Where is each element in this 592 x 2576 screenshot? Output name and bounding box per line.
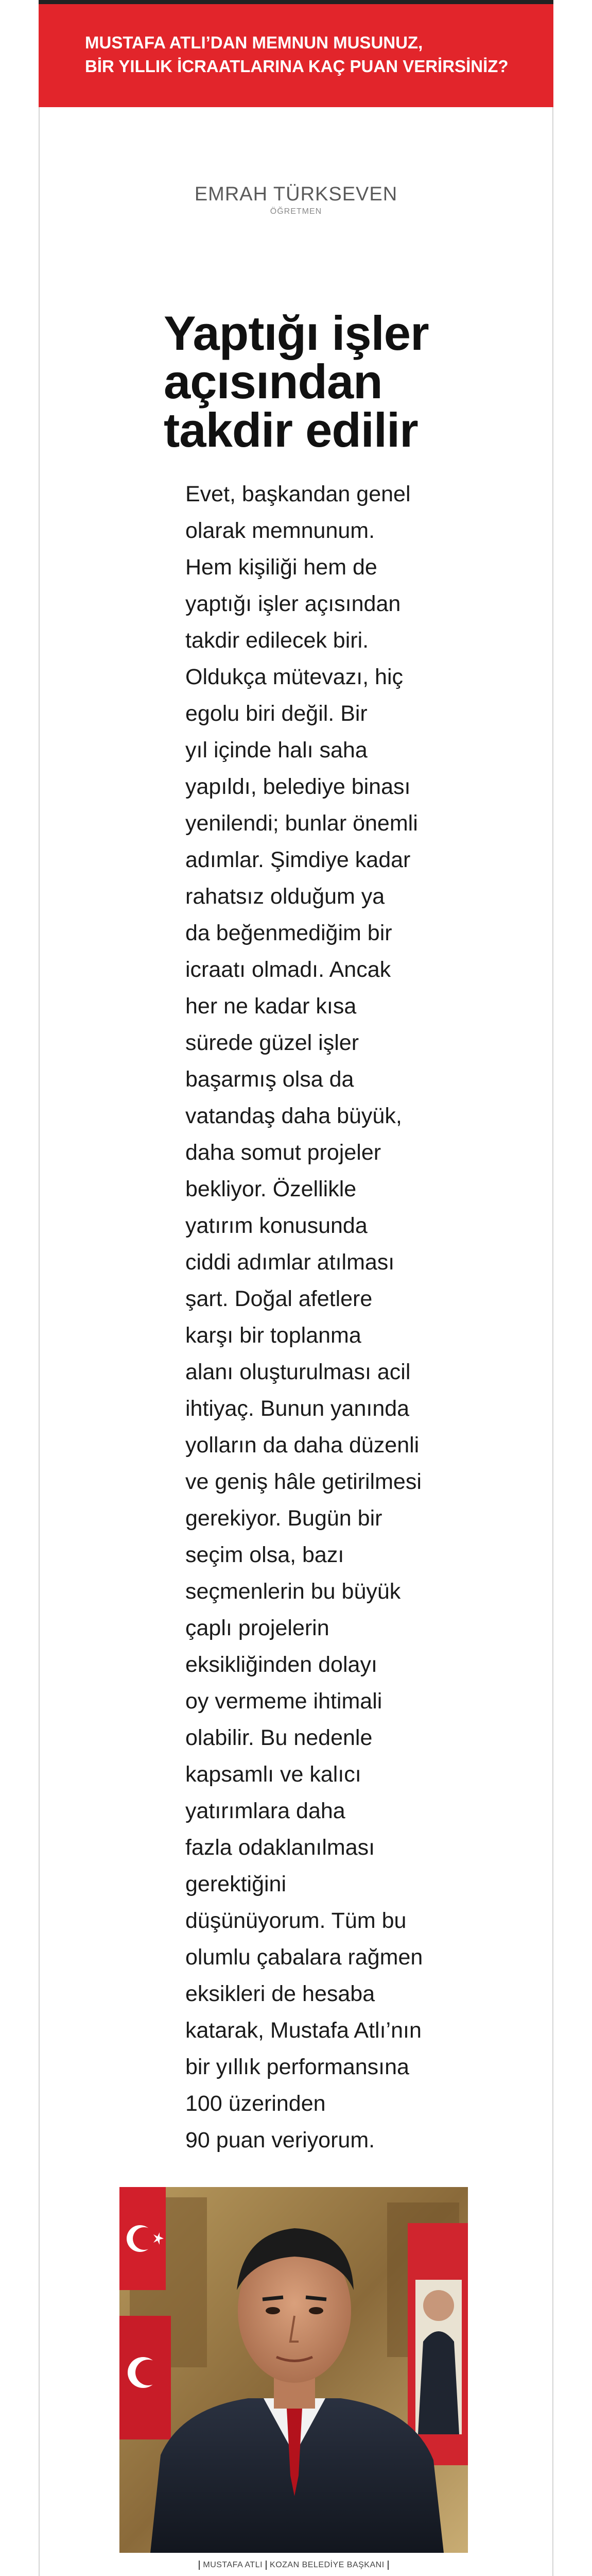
article-body-line: seçim olsa, bazı bbox=[185, 1543, 344, 1567]
article-body-line: daha somut projeler bbox=[185, 1140, 381, 1165]
article-body-line: adımlar. Şimdiye kadar bbox=[185, 848, 411, 872]
article-body-line: yenilendi; bunlar önemli bbox=[185, 811, 418, 836]
article-body-line: yatırım konusunda bbox=[185, 1213, 368, 1238]
right-column-rule bbox=[552, 107, 553, 2576]
article-body-line: sürede güzel işler bbox=[185, 1030, 359, 1055]
article-body-line: eksikliğinden dolayı bbox=[185, 1652, 377, 1677]
article-body-line: fazla odaklanılması bbox=[185, 1835, 375, 1860]
article-body-line: Oldukça mütevazı, hiç bbox=[185, 665, 404, 689]
author-title: ÖĞRETMEN bbox=[270, 207, 322, 216]
article-body-line: ihtiyaç. Bunun yanında bbox=[185, 1396, 410, 1421]
article-body-line: yıl içinde halı saha bbox=[185, 738, 368, 762]
article-body-line: rahatsız olduğum ya bbox=[185, 884, 385, 909]
article-body-line: takdir edilecek biri. bbox=[185, 628, 369, 653]
article-body-line: düşünüyorum. Tüm bu bbox=[185, 1908, 407, 1933]
article-body-line: vatandaş daha büyük, bbox=[185, 1104, 402, 1128]
caption-role: KOZAN BELEDİYE BAŞKANI bbox=[270, 2561, 385, 2570]
left-column-rule bbox=[39, 107, 40, 2576]
mayor-photo bbox=[119, 2187, 468, 2553]
article-body-line: olarak memnunum. bbox=[185, 518, 375, 543]
article-body bbox=[185, 476, 427, 2159]
article-body-line: Hem kişiliği hem de bbox=[185, 555, 377, 580]
article-body-line: gerektiğini bbox=[185, 1872, 286, 1896]
article-body-line: katarak, Mustafa Atlı’nın bbox=[185, 2018, 422, 2043]
article-body-line: bir yıllık performansına bbox=[185, 2055, 409, 2079]
article-body-line: her ne kadar kısa bbox=[185, 994, 357, 1019]
caption-separator bbox=[388, 2561, 389, 2570]
article-body-line: yapıldı, belediye binası bbox=[185, 774, 411, 799]
article-body-line: olumlu çabalara rağmen bbox=[185, 1945, 423, 1970]
author-block bbox=[39, 183, 553, 217]
article-body-line: 100 üzerinden bbox=[185, 2091, 326, 2116]
article-body-line: karşı bir toplanma bbox=[185, 1323, 361, 1348]
article-headline: Yaptığı işler açısından takdir edilir bbox=[164, 306, 429, 457]
article-body-line: ve geniş hâle getirilmesi bbox=[185, 1469, 422, 1494]
article-body-line: yolların da daha düzenli bbox=[185, 1433, 420, 1458]
author-name: EMRAH TÜRKSEVEN bbox=[194, 183, 398, 205]
article-body-line: kapsamlı ve kalıcı bbox=[185, 1762, 361, 1787]
article-body-line: gerekiyor. Bugün bir bbox=[185, 1506, 382, 1531]
article-body-line: çaplı projelerin bbox=[185, 1616, 329, 1640]
article-body-line: da beğenmediğim bir bbox=[185, 921, 392, 945]
article-body-line: icraatı olmadı. Ancak bbox=[185, 957, 391, 982]
article-body-line: eksikleri de hesaba bbox=[185, 1981, 375, 2006]
article-body-line: 90 puan veriyorum. bbox=[185, 2128, 375, 2153]
caption-separator bbox=[266, 2561, 267, 2570]
article-body-line: ciddi adımlar atılması bbox=[185, 1250, 395, 1275]
article-body-line: Evet, başkandan genel bbox=[185, 482, 411, 506]
article-body-line: şart. Doğal afetlere bbox=[185, 1286, 373, 1311]
article-body-line: oy vermeme ihtimali bbox=[185, 1689, 382, 1714]
article-body-line: seçmenlerin bu büyük bbox=[185, 1579, 401, 1604]
caption-name: MUSTAFA ATLI bbox=[203, 2561, 263, 2570]
article-body-line: yaptığı işler açısından bbox=[185, 591, 401, 616]
article-body-line: olabilir. Bu nedenle bbox=[185, 1725, 373, 1750]
article-body-line: egolu biri değil. Bir bbox=[185, 701, 368, 726]
article-body-line: başarmış olsa da bbox=[185, 1067, 354, 1092]
photo-caption bbox=[119, 2561, 468, 2570]
mayor-photo-illustration bbox=[119, 2187, 468, 2553]
caption-separator bbox=[199, 2561, 200, 2570]
banner-question: MUSTAFA ATLI’DAN MEMNUN MUSUNUZ, BİR YILLIK İCRAATLARINA KAÇ PUAN VERİRSİNİZ? bbox=[85, 33, 509, 76]
article-body-line: bekliyor. Özellikle bbox=[185, 1177, 357, 1201]
article-body-line: yatırımlara daha bbox=[185, 1799, 345, 1823]
article-body-line: alanı oluşturulması acil bbox=[185, 1360, 411, 1384]
question-banner bbox=[39, 0, 553, 107]
